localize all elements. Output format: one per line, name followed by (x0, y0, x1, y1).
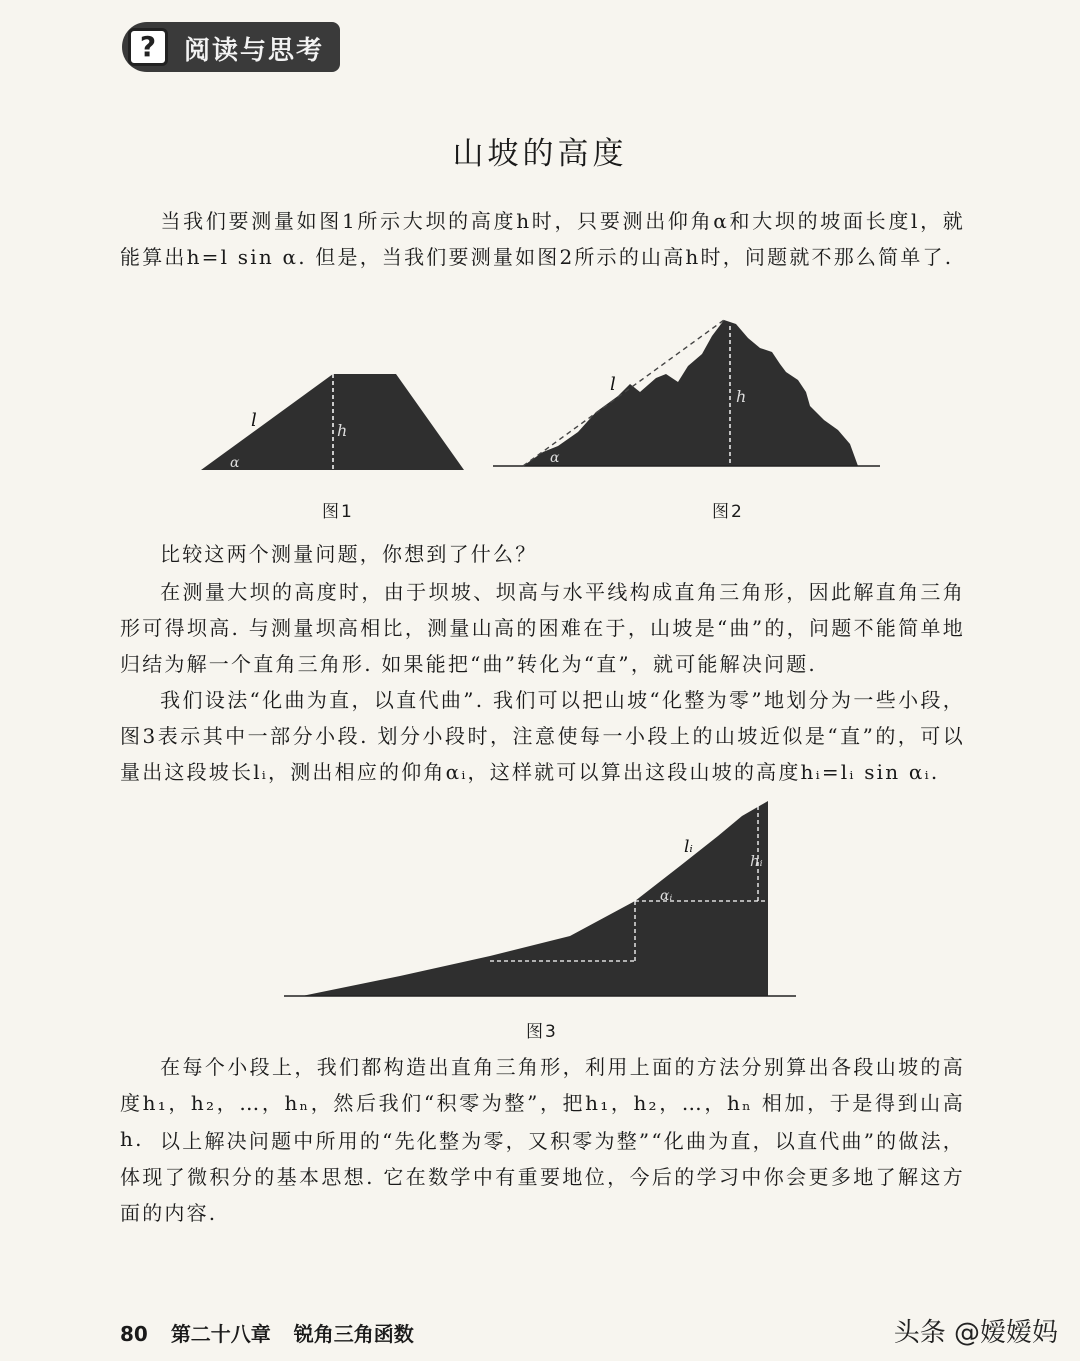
paragraph-method (120, 682, 965, 790)
watermark: 头条 @嫒嫒妈 (893, 1318, 1058, 1348)
figure-2-caption: 图2 (712, 502, 744, 522)
paragraph-summation-text: 在每个小段上，我们都构造出直角三角形，利用上面的方法分别算出各段山坡的高度h₁，h₂，…，hₙ，然后我们“积零为整”，把h₁，h₂，…，hₙ 相加，于是得到山高h. (120, 1055, 965, 1151)
chapter-number: 第二十八章 (170, 1322, 271, 1346)
slope-segments-shape (302, 801, 768, 996)
figure-3-segments (280, 796, 800, 1001)
fig1-label-l: l (251, 410, 257, 431)
question-icon: ? (128, 28, 168, 66)
mountain-shape (523, 320, 858, 466)
figure-1-caption: 图1 (322, 502, 354, 522)
page-number: 80 (120, 1322, 148, 1346)
paragraph-question-text: 比较这两个测量问题，你想到了什么？ (160, 542, 538, 566)
fig1-label-alpha: α (230, 455, 240, 471)
page-title: 山坡的高度 (452, 136, 628, 172)
fig3-label-l: lᵢ (684, 837, 693, 857)
fig2-label-alpha: α (550, 450, 560, 466)
paragraph-conclusion (120, 1123, 965, 1231)
section-badge (122, 22, 340, 72)
paragraph-comparison (120, 574, 965, 682)
figure-3-caption: 图3 (526, 1022, 558, 1042)
fig3-label-h: hᵢ (750, 852, 763, 870)
fig2-label-h: h (736, 387, 747, 406)
figure-1-dam (196, 360, 471, 475)
paragraph-method-text: 我们设法“化曲为直，以直代曲”. 我们可以把山坡“化整为零”地划分为一些小段，图3表示其中一部分小段. 划分小段时，注意使每一小段上的山坡近似是“直”的，可以量出这段坡长lᵢ，测出相应的仰角αᵢ，这样就可以算出这段山坡的高度hᵢ=lᵢ sin αᵢ. (120, 688, 965, 784)
chapter-title: 锐角三角函数 (293, 1322, 414, 1346)
fig3-label-alpha: αᵢ (660, 888, 673, 904)
page-footer (120, 1318, 430, 1347)
fig2-label-l: l (610, 374, 616, 395)
paragraph-intro-text: 当我们要测量如图1所示大坝的高度h时，只要测出仰角α和大坝的坡面长度l，就能算出h=l sin α. 但是，当我们要测量如图2所示的山高h时，问题就不那么简单了. (120, 209, 965, 269)
paragraph-comparison-text: 在测量大坝的高度时，由于坝坡、坝高与水平线构成直角三角形，因此解直角三角形可得坝高. 与测量坝高相比，测量山高的困难在于，山坡是“曲”的，问题不能简单地归结为解一个直角三角形. 如果能把“曲”转化为“直”，就可能解决问题. (120, 580, 965, 676)
figure-2-mountain (488, 312, 884, 472)
paragraph-conclusion-text: 以上解决问题中所用的“先化整为零，又积零为整”“化曲为直，以直代曲”的做法，体现了微积分的基本思想. 它在数学中有重要地位，今后的学习中你会更多地了解这方面的内容. (120, 1129, 965, 1225)
paragraph-intro (120, 203, 965, 275)
paragraph-question (120, 536, 965, 572)
fig1-label-h: h (337, 421, 348, 440)
section-label: 阅读与思考 (184, 36, 325, 66)
